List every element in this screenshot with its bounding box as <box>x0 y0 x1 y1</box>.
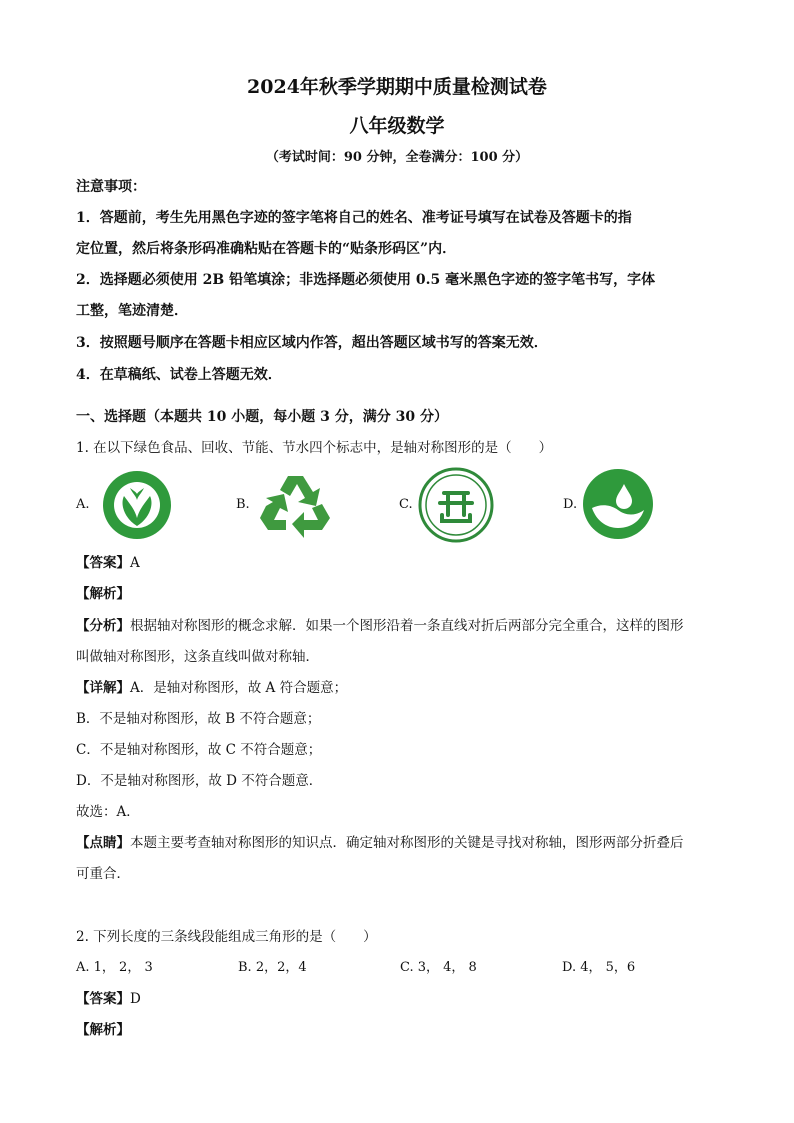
q2-option-a: A. 1， 2， 3 <box>76 960 153 975</box>
q2-answer-tag: 【答案】 <box>76 991 130 1007</box>
q1-xiangjie-d: D．不是轴对称图形，故 D 不符合题意． <box>76 773 323 789</box>
q1-analysis-tag: 【解析】 <box>76 586 130 602</box>
q1-dianjing-line-2: 可重合． <box>76 866 130 882</box>
q1-fenxi-line-1: 根据轴对称图形的概念求解．如果一个图形沿着一条直线对折后两部分完全重合，这样的图形 <box>130 618 684 634</box>
exam-title: 2024年秋季学期期中质量检测试卷 <box>247 76 547 98</box>
q1-xiangjie-b: B．不是轴对称图形，故 B 不符合题意； <box>76 711 321 727</box>
recycle-icon <box>258 470 333 540</box>
q2-stem: 2. 下列长度的三条线段能组成三角形的是（ ） <box>76 929 377 945</box>
q1-answer: A <box>130 555 140 571</box>
q1-option-a-label: A. <box>76 497 90 512</box>
note-4: 4．在草稿纸、试卷上答题无效． <box>76 367 282 383</box>
q2-answer: D <box>130 991 141 1007</box>
water-saving-icon <box>582 468 654 540</box>
exam-info: （考试时间：90 分钟，全卷满分：100 分） <box>265 150 529 165</box>
q2-analysis-tag: 【解析】 <box>76 1022 130 1038</box>
exam-subject: 八年级数学 <box>349 115 445 137</box>
q1-choose: 故选：A． <box>76 804 140 820</box>
q1-xiangjie-c: C．不是轴对称图形，故 C 不符合题意； <box>76 742 322 758</box>
q1-option-c-label: C. <box>399 497 413 512</box>
energy-saving-icon <box>418 467 494 543</box>
q1-fenxi-line-2: 叫做轴对称图形，这条直线叫做对称轴． <box>76 649 319 665</box>
q1-stem: 1. 在以下绿色食品、回收、节能、节水四个标志中，是轴对称图形的是（ ） <box>76 440 553 456</box>
note-2-line-2: 工整，笔迹清楚． <box>76 303 188 319</box>
note-2-line-1: 2．选择题必须使用 2B 铅笔填涂；非选择题必须使用 0.5 毫米黑色字迹的签字笔书写，字体 <box>76 272 656 288</box>
q1-answer-tag: 【答案】 <box>76 555 130 571</box>
note-1-line-1: 1．答题前，考生先用黑色字迹的签字笔将自己的姓名、准考证号填写在试卷及答题卡的指 <box>76 210 632 226</box>
q1-option-d-label: D. <box>563 497 578 512</box>
notes-heading: 注意事项： <box>76 179 146 195</box>
note-3: 3．按照题号顺序在答题卡相应区域内作答，超出答题区域书写的答案无效． <box>76 335 548 351</box>
green-food-icon <box>102 470 172 540</box>
q1-option-b-label: B. <box>236 497 250 512</box>
note-1-line-2: 定位置，然后将条形码准确粘贴在答题卡的“贴条形码区”内． <box>76 241 457 257</box>
q1-fenxi-tag: 【分析】 <box>76 618 130 634</box>
q2-option-d: D. 4， 5，6 <box>562 960 636 975</box>
q1-xiangjie-tag: 【详解】 <box>76 680 130 696</box>
q2-option-b: B. 2，2，4 <box>238 960 307 975</box>
q2-options <box>76 959 726 977</box>
q2-option-c: C. 3， 4， 8 <box>400 960 477 975</box>
q1-dianjing-tag: 【点睛】 <box>76 835 130 851</box>
q1-xiangjie-a: A．是轴对称图形，故 A 符合题意； <box>130 680 348 696</box>
q1-dianjing-line-1: 本题主要考查轴对称图形的知识点．确定轴对称图形的关键是寻找对称轴，图形两部分折叠后 <box>130 835 684 851</box>
section-1-heading: 一、选择题（本题共 10 小题，每小题 3 分，满分 30 分） <box>76 409 448 425</box>
